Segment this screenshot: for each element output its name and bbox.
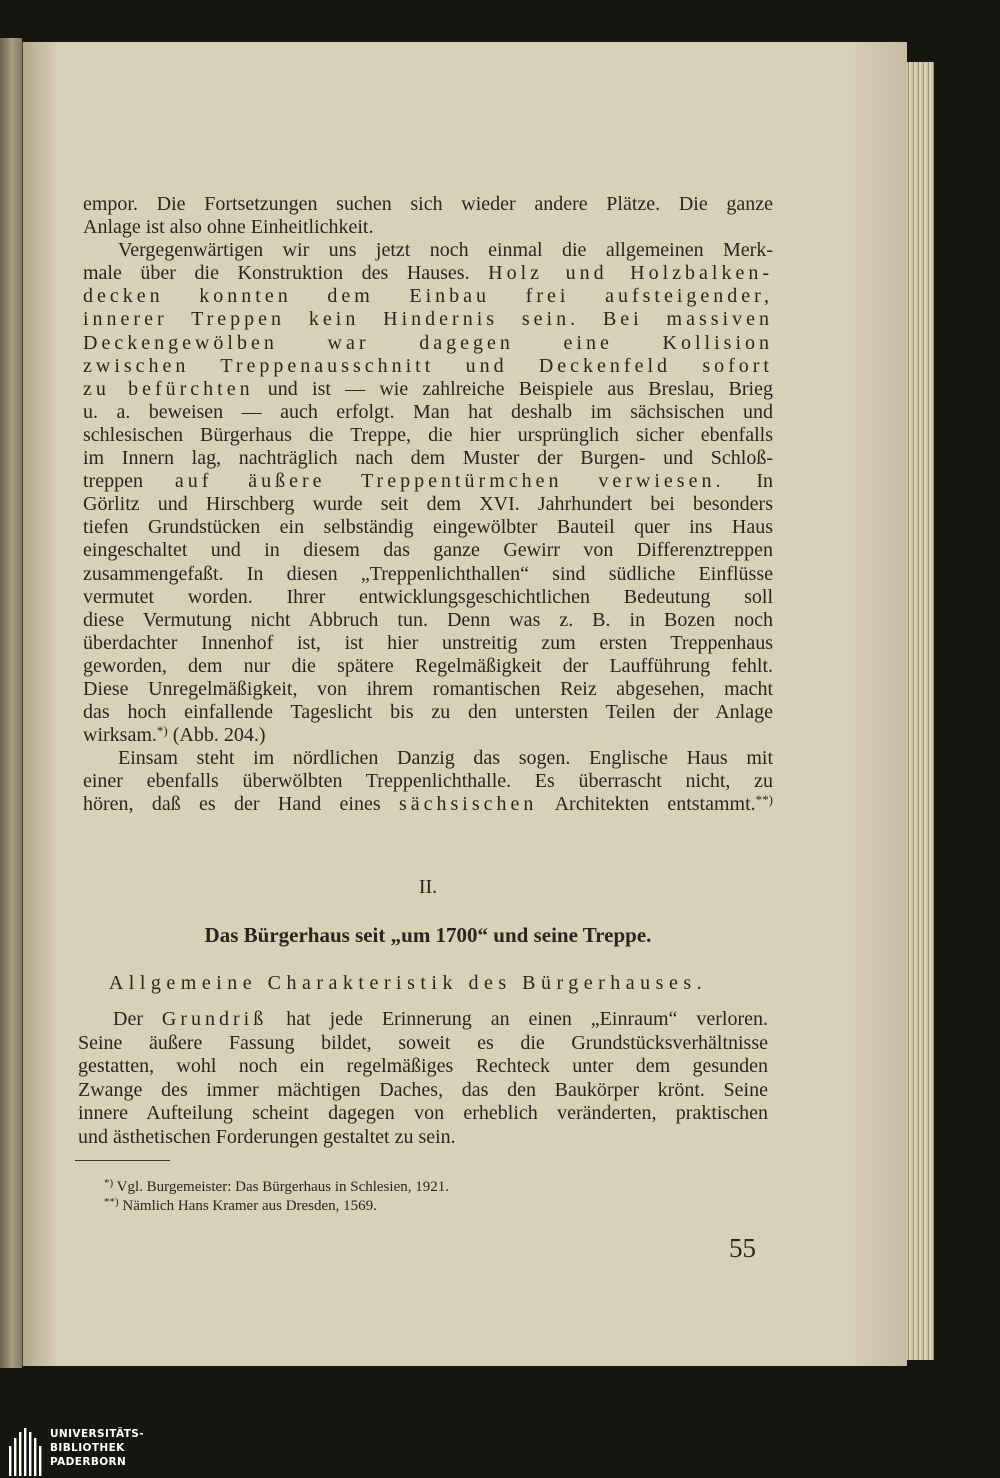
section-text [78,1008,768,1150]
text-segment: im Innern lag, nachträglich nach dem Muster der Burgen- und Schloß- [83,447,773,470]
text-segment: (Abb. 204.) [167,724,266,747]
text-line [83,355,773,378]
text-line [83,609,773,632]
footnote-marker: *) [104,1177,114,1189]
text-segment: einer ebenfalls überwölbten Treppenlichthalle. Es überrascht nicht, zu [83,770,773,793]
footnote-text: Nämlich Hans Kramer aus Dresden, 1569. [122,1198,377,1214]
text-segment: In [724,470,773,493]
text-line [83,239,773,262]
text-segment: Anlage ist also ohne Einheitlichkeit. [83,216,374,239]
text-line [83,308,773,331]
text-segment: Architekten entstammt. [537,793,756,816]
spaced-text: Holz und Holzbalken- [488,262,773,285]
page-number: 55 [729,1233,756,1263]
text-segment: wirksam. [83,724,157,747]
text-segment: tiefen Grundstücken ein selbständig eingewölbter Bauteil quer ins Haus [83,516,773,539]
spaced-text: zu befürchten [83,377,254,400]
spaced-text: innerer Treppen kein Hindernis sein. Bei massiven [83,308,773,331]
footnote-marker: **) [104,1196,119,1208]
text-segment: hören, daß es der Hand eines [83,793,399,816]
spaced-text: sächsischen [398,793,538,816]
text-line [83,447,773,470]
section-number: II. [418,876,438,898]
text-line [78,1008,768,1032]
footnote-marker: *) [156,723,168,739]
footnotes [104,1178,704,1216]
previous-page-edge [0,38,22,1368]
text-line [78,1126,768,1150]
text-segment: und ästhetischen Forderungen gestaltet zu sein. [78,1125,456,1148]
text-segment: überdachter Innenhof ist, ist hier unstreitig zum ersten Treppenhaus [83,631,773,654]
text-segment: empor. Die Fortsetzungen suchen sich wieder andere Plätze. Die ganze [83,193,773,215]
text-segment: geworden, dem nur die spätere Regelmäßigkeit der Laufführung fehlt. [83,654,773,677]
text-segment: hat jede Erinnerung an einen „Einraum“ verloren. [267,1008,768,1030]
text-line [83,424,773,447]
page-stack-edges [906,62,934,1360]
text-segment: und ist — wie zahlreiche Beispiele aus Breslau, Brieg [253,377,773,400]
library-emblem-icon [6,1426,48,1476]
text-segment: Vergegenwärtigen wir uns jetzt noch einmal die allgemeinen Merk- [118,239,773,262]
text-segment: diese Vermutung nicht Abbruch tun. Denn was z. B. in Bozen noch [83,608,773,631]
text-line [83,655,773,678]
text-line [83,586,773,609]
text-line [83,262,773,285]
text-line [83,193,773,216]
text-line [78,1032,768,1056]
text-segment: gestatten, wohl noch ein regelmäßiges Rechteck unter dem gesunden [78,1055,768,1078]
text-segment: das hoch einfallende Tageslicht bis zu den untersten Teilen der Anlage [83,701,773,724]
text-segment: Diese Unregelmäßigkeit, von ihrem romantischen Reiz abgesehen, macht [83,677,773,700]
spaced-text: Deckengewölben war dagegen eine Kollision [83,331,773,354]
text-line [83,747,773,770]
footnote [104,1197,704,1216]
text-line [83,285,773,308]
text-line [83,516,773,539]
text-line [83,793,773,816]
text-segment: Der [113,1008,162,1030]
text-segment: innere Aufteilung scheint dagegen von erheblich veränderten, praktischen [78,1102,768,1125]
text-line [83,678,773,701]
text-segment: Görlitz und Hirschberg wurde seit dem XVI. Jahrhundert bei besonders [83,493,773,516]
spaced-text: zwischen Treppenausschnitt und Deckenfeld sofort [83,354,773,377]
spaced-text: auf äußere Treppentürmchen verwiesen. [174,470,725,493]
text-line [83,724,773,747]
text-line [83,470,773,493]
text-line [83,378,773,401]
text-line [83,701,773,724]
logo-line: UNIVERSITÄTS- [50,1428,145,1440]
logo-line: PADERBORN [50,1456,127,1468]
text-line [78,1102,768,1126]
text-segment: Zwange des immer mächtigen Daches, das den Baukörper krönt. Seine [78,1078,768,1101]
text-segment: male über die Konstruktion des Hauses. [83,262,489,285]
footnote [104,1178,704,1197]
footnote-marker: **) [755,792,773,808]
spaced-text: Grundriß [161,1008,268,1030]
text-segment: vermutet worden. Ihrer entwicklungsgeschichtlichen Bedeutung soll [83,585,773,608]
footnote-rule [75,1160,170,1161]
text-segment: Seine äußere Fassung bildet, soweit es die Grundstücksverhältnisse [78,1031,768,1054]
library-logo-text [50,1427,144,1469]
text-line [78,1055,768,1079]
text-line [83,539,773,562]
text-line [83,332,773,355]
text-segment: schlesischen Bürgerhaus die Treppe, die hier ursprünglich sicher ebenfalls [83,423,773,446]
text-line [83,770,773,793]
text-segment: Einsam steht im nördlichen Danzig das sogen. Englische Haus mit [118,747,773,770]
text-segment: u. a. beweisen — auch erfolgt. Man hat deshalb im sächsischen und [83,400,773,423]
text-line [83,216,773,239]
logo-line: BIBLIOTHEK [50,1442,125,1454]
text-line [78,1079,768,1103]
text-line [83,563,773,586]
section-subtitle: Allgemeine Charakteristik des Bürgerhauses. [108,972,708,994]
footnote-text: Vgl. Burgemeister: Das Bürgerhaus in Schlesien, 1921. [116,1179,449,1195]
text-line [83,401,773,424]
spaced-text: decken konnten dem Einbau frei aufsteigender, [83,285,773,308]
text-segment: eingeschaltet und in diesem das ganze Gewirr von Differenztreppen [83,539,773,562]
main-text [83,193,773,817]
text-line [83,632,773,655]
text-segment: treppen [83,470,175,493]
section-title: Das Bürgerhaus seit „um 1700“ und seine Treppe. [204,923,652,947]
text-line [83,493,773,516]
text-segment: zusammengefaßt. In diesen „Treppenlichthallen“ sind südliche Einflüsse [83,562,773,585]
